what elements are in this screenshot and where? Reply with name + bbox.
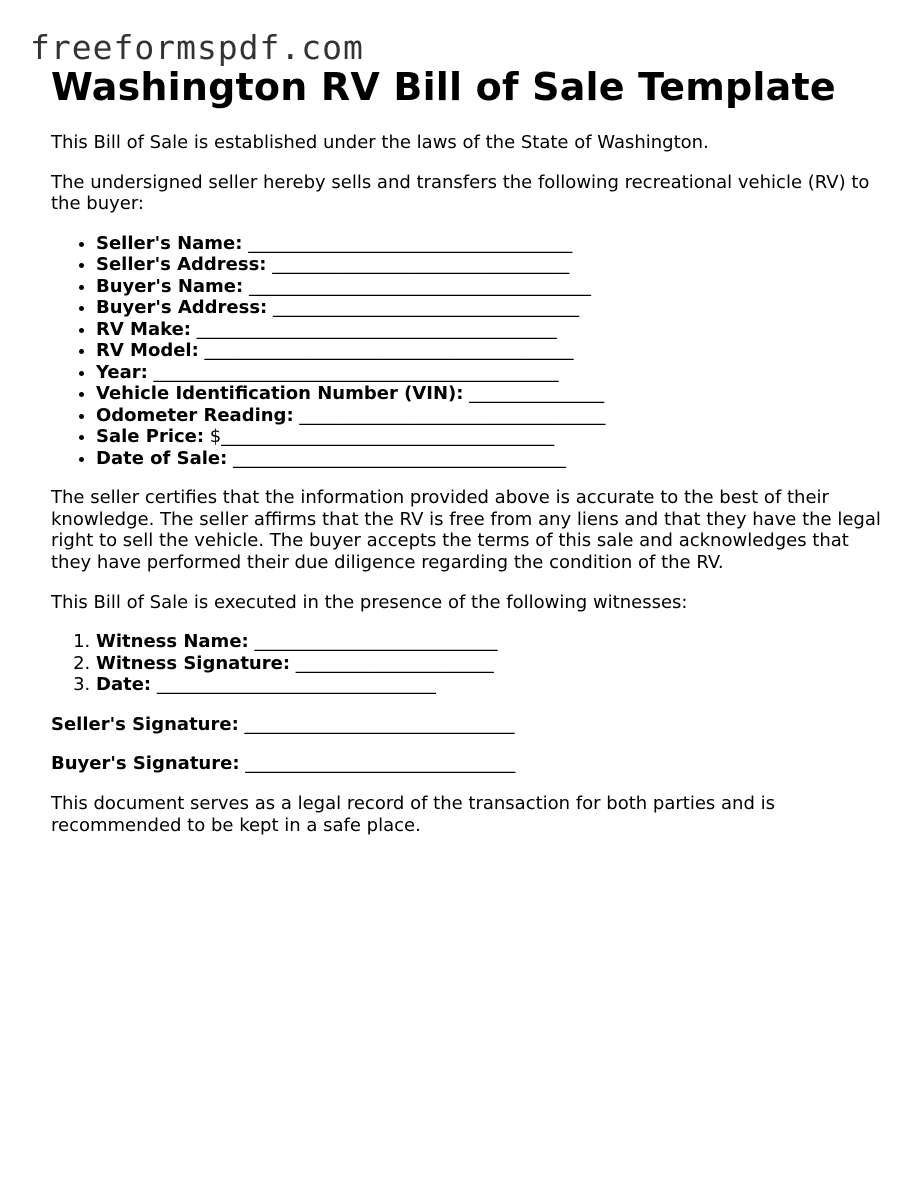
field-blank[interactable]: _____________________________________________: [147, 361, 559, 383]
field-buyers-address: [96, 297, 881, 319]
field-label: Vehicle Identification Number (VIN):: [96, 383, 464, 405]
intro-transfer-paragraph: The undersigned seller hereby sells and transfers the following recreational vehicle (RV) to the buyer:: [51, 171, 870, 215]
watermark: freeformspdf.com: [30, 28, 364, 67]
field-rv-make: [96, 319, 881, 341]
field-blank[interactable]: ___________________________: [248, 631, 498, 653]
field-rv-model: [96, 340, 881, 362]
certification-paragraph: The seller certifies that the information provided above is accurate to the best of their knowledge. The seller affirms that the RV is free from any liens and that they have the legal right to sell the vehicle. The buyer accepts the terms of this sale and acknowledges that they have performed their due diligence regarding the condition of the RV.: [51, 487, 881, 574]
field-label: Date:: [96, 674, 152, 696]
field-blank[interactable]: _________________________________: [266, 254, 570, 276]
field-label: Seller's Name:: [96, 232, 243, 254]
field-blank[interactable]: _____________________________________: [227, 447, 567, 469]
field-blank[interactable]: $_____________________________________: [204, 426, 555, 448]
field-label: Witness Name:: [96, 631, 249, 653]
field-label: Sale Price:: [96, 426, 205, 448]
field-label: Seller's Address:: [96, 254, 267, 276]
field-blank[interactable]: _______________: [463, 383, 605, 405]
field-date-of-sale: [96, 448, 881, 470]
field-blank[interactable]: ______________________________: [238, 713, 515, 735]
intro-law-paragraph: This Bill of Sale is established under the laws of the State of Washington.: [51, 132, 709, 153]
field-blank[interactable]: ____________________________________: [242, 232, 573, 254]
record-note-paragraph: This document serves as a legal record of the transaction for both parties and is recommended to be kept in a safe place.: [51, 792, 775, 836]
field-blank[interactable]: ______________________: [290, 652, 494, 674]
field-vin: [96, 383, 881, 405]
witness-signature-field: [96, 653, 881, 675]
field-label: Buyer's Name:: [96, 275, 244, 297]
field-blank[interactable]: _________________________________________: [198, 340, 574, 362]
execution-paragraph: This Bill of Sale is executed in the presence of the following witnesses:: [51, 591, 688, 613]
field-sellers-name: [96, 233, 881, 255]
document-title: Washington RV Bill of Sale Template: [51, 65, 836, 109]
witness-list: [51, 631, 881, 696]
field-blank[interactable]: __________________________________: [293, 404, 606, 426]
field-year: [96, 362, 881, 384]
field-blank[interactable]: ______________________________________: [243, 275, 591, 297]
seller-signature-line: [51, 714, 881, 736]
field-label: Buyer's Address:: [96, 297, 268, 319]
field-blank[interactable]: ________________________________________: [191, 318, 557, 340]
field-label: Year:: [96, 361, 148, 383]
field-label: Buyer's Signature:: [51, 753, 240, 775]
field-label: RV Model:: [96, 340, 199, 362]
field-sellers-address: [96, 254, 881, 276]
witness-name-field: [96, 631, 881, 653]
field-blank[interactable]: __________________________________: [267, 297, 579, 319]
field-label: Odometer Reading:: [96, 404, 294, 426]
witness-date-field: [96, 674, 881, 696]
rv-details-list: [51, 233, 881, 470]
field-label: Seller's Signature:: [51, 713, 239, 735]
field-odometer-reading: [96, 405, 881, 427]
field-buyers-name: [96, 276, 881, 298]
buyer-signature-line: [51, 753, 881, 775]
document-body: [51, 64, 881, 836]
field-blank[interactable]: _______________________________: [151, 674, 436, 696]
field-sale-price: [96, 426, 881, 448]
field-label: Date of Sale:: [96, 447, 228, 469]
field-label: Witness Signature:: [96, 652, 291, 674]
field-blank[interactable]: ______________________________: [239, 753, 516, 775]
field-label: RV Make:: [96, 318, 192, 340]
